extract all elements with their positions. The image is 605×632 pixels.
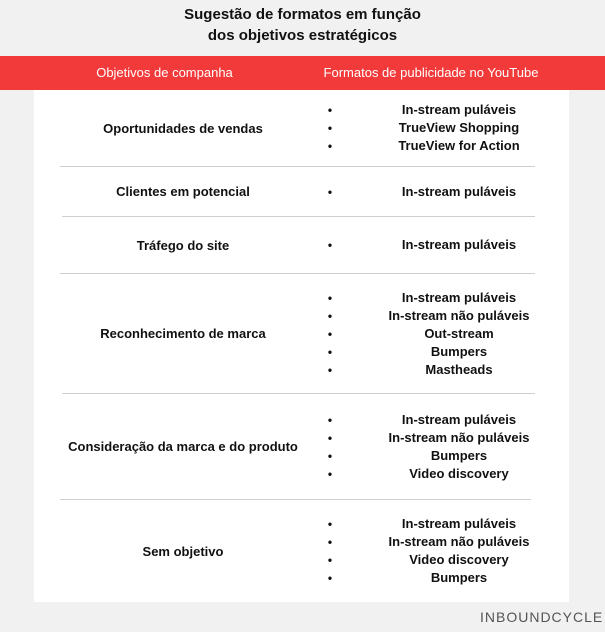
format-item (304, 307, 564, 325)
format-item (304, 343, 564, 361)
format-label: Mastheads (425, 361, 493, 377)
format-item (304, 515, 564, 533)
format-label: Bumpers (430, 343, 488, 359)
format-label: In-stream puláveis (401, 183, 517, 199)
bullet-icon: • (327, 535, 333, 549)
format-label: In-stream não puláveis (388, 534, 530, 549)
format-item (304, 137, 564, 155)
table-row (34, 217, 569, 273)
format-list (304, 101, 564, 155)
format-list (304, 411, 564, 483)
objective-label: Tráfego do site (136, 237, 230, 253)
bullet-icon: • (327, 308, 333, 323)
bullet-icon: • (327, 103, 333, 117)
format-label: In-stream puláveis (401, 411, 517, 427)
objective-cell (34, 217, 332, 273)
format-label: In-stream não puláveis (388, 429, 530, 445)
objective-cell (34, 274, 332, 393)
bullet-icon: • (327, 326, 333, 341)
format-label: In-stream não puláveis (388, 307, 530, 323)
objective-label: Reconhecimento de marca (100, 326, 266, 341)
format-list (304, 236, 564, 254)
title-line-1: Sugestão de formatos em função (184, 6, 421, 23)
format-label: In-stream puláveis (401, 237, 517, 252)
bullet-icon: • (327, 430, 333, 445)
format-item (304, 465, 564, 483)
table-row (34, 500, 569, 602)
objective-label: Consideração da marca e do produto (68, 439, 298, 454)
format-item (304, 236, 564, 254)
format-list (304, 515, 564, 587)
format-label: Video discovery (409, 465, 509, 481)
header-objectives: Objetivos de companha (96, 65, 233, 80)
format-list (304, 289, 564, 379)
format-item (304, 289, 564, 307)
format-label: In-stream puláveis (401, 289, 517, 305)
page-title (0, 4, 605, 46)
objective-label: Oportunidades de vendas (103, 120, 263, 136)
objective-label: Sem objetivo (142, 543, 224, 559)
format-label: Video discovery (409, 552, 509, 567)
format-item (304, 447, 564, 465)
format-label: TrueView for Action (398, 138, 520, 153)
bullet-icon: • (327, 344, 333, 359)
format-label: Bumpers (430, 447, 488, 463)
bullet-icon: • (327, 448, 333, 463)
objective-cell (34, 500, 332, 602)
inboundcycle-logo: INBOUNDCYCLE (480, 609, 604, 625)
format-item (304, 411, 564, 429)
objective-label: Clientes em potencial (116, 184, 250, 199)
bullet-icon: • (327, 571, 333, 585)
table-body (34, 90, 569, 602)
bullet-icon: • (327, 290, 333, 305)
format-item (304, 119, 564, 137)
format-item (304, 533, 564, 551)
bullet-icon: • (327, 139, 333, 153)
format-item (304, 361, 564, 379)
bullet-icon: • (327, 121, 333, 135)
bullet-icon: • (327, 553, 333, 567)
bullet-icon: • (327, 238, 333, 252)
bullet-icon: • (327, 466, 333, 481)
table-row (34, 167, 569, 216)
table-header (0, 56, 605, 90)
table-row (34, 394, 569, 499)
format-label: In-stream puláveis (401, 516, 517, 531)
format-label: In-stream puláveis (401, 102, 517, 117)
format-label: Bumpers (430, 570, 488, 585)
format-label: Out-stream (424, 325, 494, 341)
bullet-icon: • (327, 412, 333, 427)
header-formats: Formatos de publicidade no YouTube (323, 65, 539, 80)
format-list (304, 183, 564, 201)
bullet-icon: • (327, 517, 333, 531)
objective-cell (34, 90, 332, 166)
objective-cell (34, 167, 332, 216)
format-item (304, 183, 564, 201)
title-line-2: dos objetivos estratégicos (207, 27, 398, 44)
format-item (304, 551, 564, 569)
objective-cell (34, 394, 332, 499)
table-row (34, 274, 569, 393)
format-item (304, 325, 564, 343)
bullet-icon: • (327, 362, 333, 377)
bullet-icon: • (327, 184, 333, 199)
format-item (304, 101, 564, 119)
table-row (34, 90, 569, 166)
format-label: TrueView Shopping (398, 120, 520, 135)
format-item (304, 569, 564, 587)
format-item (304, 429, 564, 447)
